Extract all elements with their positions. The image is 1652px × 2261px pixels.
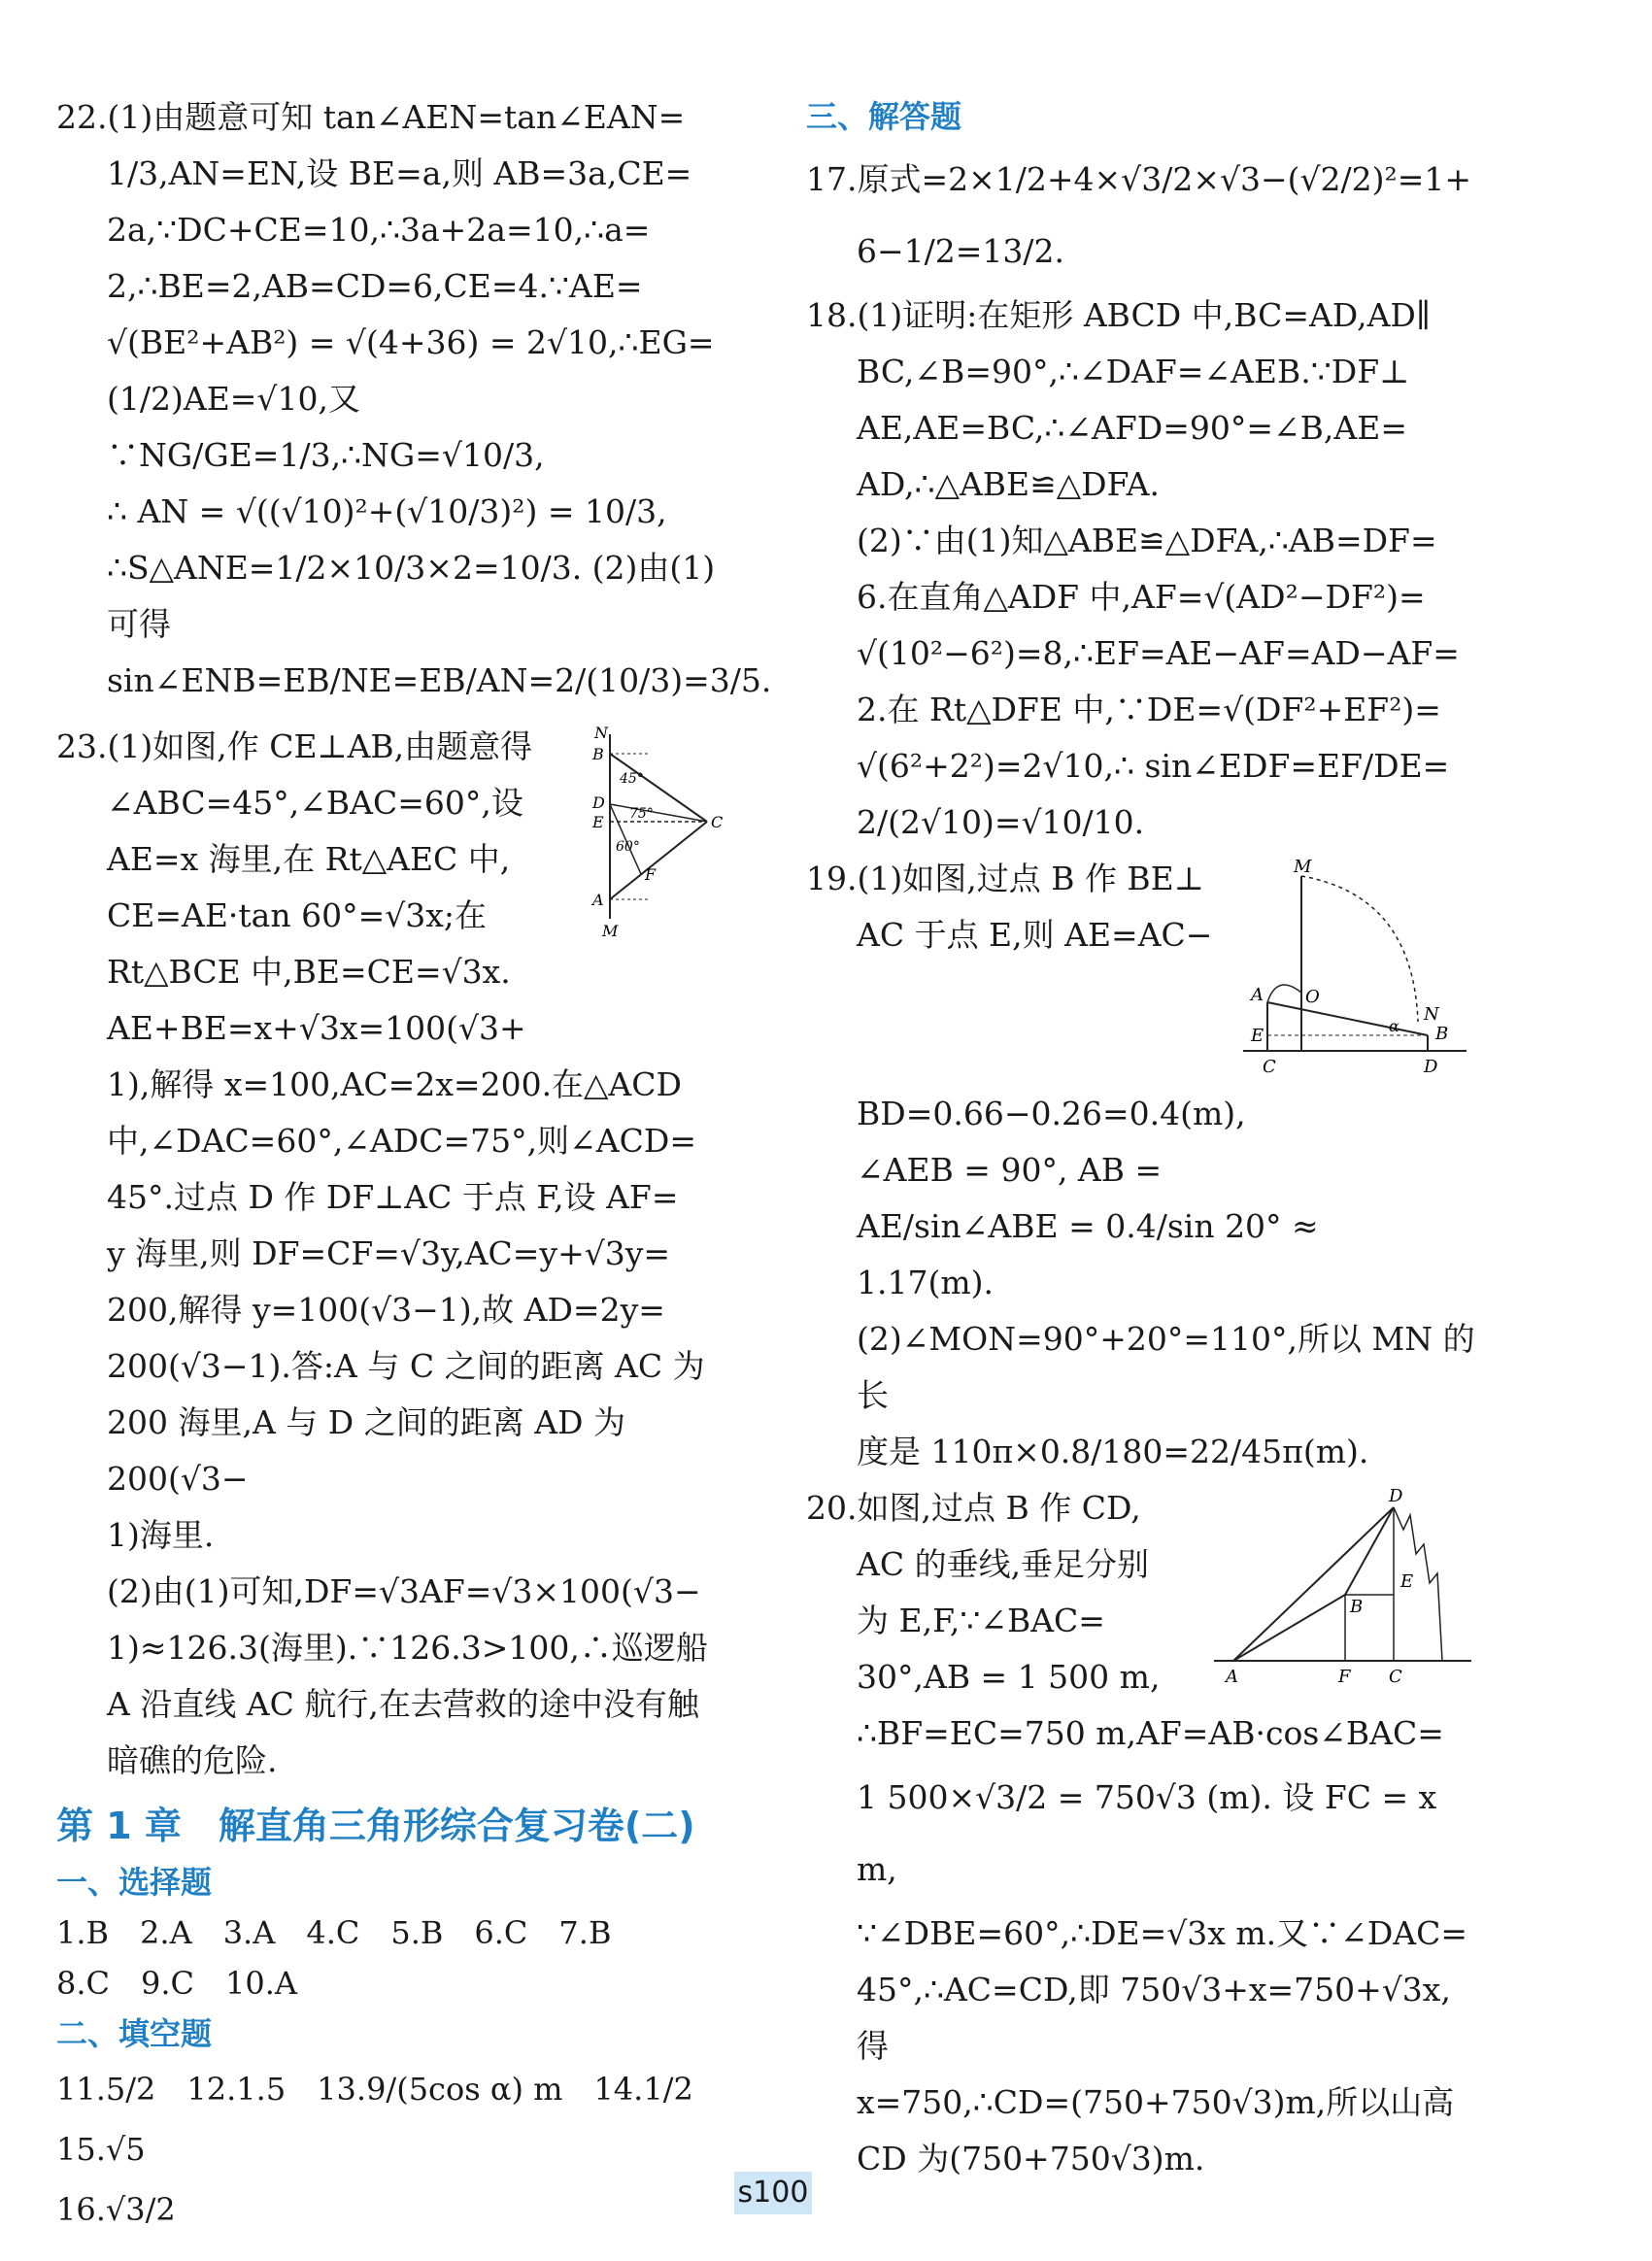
text-line: (1/2)AE=√10,又∵NG/GE=1/3,∴NG=√10/3, <box>107 380 545 474</box>
label-n: N <box>1424 1004 1439 1025</box>
text-line: 2,∴BE=2,AB=CD=6,CE=4.∵AE= <box>107 267 643 305</box>
line-ab <box>1233 1595 1345 1661</box>
figure-19 <box>1233 857 1476 1080</box>
text-line: ∠ABC=45°,∠BAC=60°,设 <box>107 784 523 822</box>
fill-answers-1: 11.5/2 12.1.5 13.9/(5cos α) m 14.1/2 15.√5 <box>56 2071 725 2168</box>
text-line: AE=x 海里,在 Rt△AEC 中, <box>107 840 511 878</box>
text-line: 2.在 Rt△DFE 中,∵DE=√(DF²+EF²)= <box>857 691 1441 728</box>
text-line: 1)≈126.3(海里).∵126.3>100,∴巡逻船 <box>107 1629 708 1667</box>
text-line: 2a,∵DC+CE=10,∴3a+2a=10,∴a= <box>107 211 651 249</box>
text-line: AE,AE=BC,∴∠AFD=90°=∠B,AE= <box>857 409 1407 447</box>
text-line: 200(√3−1).答:A 与 C 之间的距离 AC 为 <box>107 1347 705 1385</box>
label-d: D <box>592 793 605 812</box>
label-45: 45° <box>620 771 644 787</box>
text-line: y 海里,则 DF=CF=√3y,AC=y+√3y= <box>107 1234 671 1272</box>
text-line: ∴S△ANE=1/2×10/3×2=10/3. (2)由(1)可得 <box>107 549 716 643</box>
text-line: A 沿直线 AC 航行,在去营救的途中没有触 <box>107 1685 699 1723</box>
right-column <box>806 89 1476 2187</box>
left-column <box>56 89 772 2240</box>
label-m: M <box>602 922 619 940</box>
label-b: B <box>1435 1024 1449 1044</box>
solution-23 <box>56 719 726 1789</box>
label-60: 60° <box>616 839 640 855</box>
ab-line <box>1267 1002 1428 1035</box>
text-line: √(6²+2²)=2√10,∴ sin∠EDF=EF/DE= <box>857 747 1450 785</box>
text-line: x=750,∴CD=(750+750√3)m,所以山高 <box>857 2083 1455 2121</box>
label-alpha: α <box>1389 1017 1399 1035</box>
choice-answers-2: 8.C 9.C 10.A <box>56 1965 298 2002</box>
label-d: D <box>1424 1057 1438 1077</box>
chapter-title: 第 1 章 解直角三角形综合复习卷(二) <box>56 1805 695 1847</box>
figure-23 <box>581 725 726 948</box>
text-line: ∠AEB = 90°, AB = <box>857 1151 1163 1189</box>
text-line: 6.在直角△ADF 中,AF=√(AD²−DF²)= <box>857 578 1426 616</box>
label-o: O <box>1305 987 1320 1007</box>
line-dc <box>610 804 707 822</box>
text-line: AD,∴△ABE≌△DFA. <box>857 465 1160 503</box>
choice-answers-1: 1.B 2.A 3.A 4.C 5.B 6.C 7.B <box>56 1914 612 1951</box>
text-line: BC,∠B=90°,∴∠DAF=∠AEB.∵DF⊥ <box>857 353 1410 390</box>
text-line: 1),解得 x=100,AC=2x=200.在△ACD <box>107 1065 682 1103</box>
page-number: s100 <box>734 2172 812 2214</box>
text-line: 为 E,F,∵∠BAC= <box>857 1602 1105 1639</box>
text-line: (2)∠MON=90°+20°=110°,所以 MN 的长 <box>857 1320 1475 1414</box>
label-n: N <box>594 725 608 742</box>
text-line: (2)由(1)可知,DF=√3AF=√3×100(√3− <box>107 1572 701 1610</box>
label-e: E <box>1400 1571 1414 1592</box>
solution-22 <box>56 89 772 709</box>
text-line: ∴BF=EC=750 m,AF=AB·cos∠BAC= <box>857 1714 1444 1752</box>
label-a: A <box>592 891 604 909</box>
text-line: CD 为(750+750√3)m. <box>857 2140 1205 2177</box>
line-bc <box>610 754 707 822</box>
text-line: 23.(1)如图,作 CE⊥AB,由题意得 <box>56 727 533 765</box>
text-line: CE=AE·tan 60°=√3x;在 <box>107 896 487 934</box>
text-line: 1.17(m). <box>857 1264 995 1301</box>
figure-20 <box>1204 1486 1476 1690</box>
solution-18 <box>806 287 1476 851</box>
text-line: 中,∠DAC=60°,∠ADC=75°,则∠ACD= <box>107 1122 696 1160</box>
text-line: 22.(1)由题意可知 tan∠AEN=tan∠EAN= <box>56 98 686 136</box>
label-f: F <box>645 865 657 884</box>
solution-19 <box>806 851 1476 1480</box>
label-b: B <box>592 745 604 763</box>
line-ad <box>1233 1507 1394 1661</box>
text-line: 2/(2√10)=√10/10. <box>857 803 1145 841</box>
text-line: 19.(1)如图,过点 B 作 BE⊥ <box>806 860 1204 897</box>
text-line: √(BE²+AB²) = √(4+36) = 2√10,∴EG= <box>107 323 715 361</box>
text-line: AC 于点 E,则 AE=AC− <box>857 916 1213 954</box>
section-choice-heading: 一、选择题 <box>56 1864 213 1901</box>
label-e: E <box>592 813 604 831</box>
text-line: 17.原式=2×1/2+4×√3/2×√3−(√2/2)²=1+ <box>806 160 1472 198</box>
text-line: √(10²−6²)=8,∴EF=AE−AF=AD−AF= <box>857 634 1460 672</box>
label-b: B <box>1350 1597 1364 1617</box>
text-line: 18.(1)证明:在矩形 ABCD 中,BC=AD,AD∥ <box>806 296 1432 334</box>
text-line: 1)海里. <box>107 1516 215 1554</box>
text-line: 度是 110π×0.8/180=22/45π(m). <box>857 1433 1369 1470</box>
label-m: M <box>1294 857 1312 877</box>
text-line: AE+BE=x+√3x=100(√3+ <box>107 1009 526 1047</box>
text-line: ∴ AN = √((√10)²+(√10/3)²) = 10/3, <box>107 492 667 530</box>
text-line: ∵∠DBE=60°,∴DE=√3x m.又∵∠DAC= <box>857 1914 1468 1952</box>
text-line: 45°.过点 D 作 DF⊥AC 于点 F,设 AF= <box>107 1178 679 1216</box>
text-line: AE/sin∠ABE = 0.4/sin 20° ≈ <box>857 1207 1319 1245</box>
section-fill-heading: 二、填空题 <box>56 2015 213 2052</box>
text-line: 200 海里,A 与 D 之间的距离 AD 为 200(√3− <box>107 1403 625 1498</box>
text-line: 1/3,AN=EN,设 BE=a,则 AB=3a,CE= <box>107 154 692 192</box>
arc-ao <box>1267 985 1301 1002</box>
solution-20 <box>806 1480 1476 2187</box>
text-line: 暗礁的危险. <box>107 1741 278 1779</box>
text-line: sin∠ENB=EB/NE=EB/AN=2/(10/3)=3/5. <box>107 661 772 699</box>
text-line: 1 500×√3/2 = 750√3 (m). 设 FC = x m, <box>857 1778 1437 1888</box>
text-line: BD=0.66−0.26=0.4(m), <box>857 1095 1246 1132</box>
label-d: D <box>1389 1486 1403 1506</box>
label-a: A <box>1251 985 1264 1005</box>
section-solve-heading: 三、解答题 <box>806 98 962 135</box>
label-c: C <box>711 813 724 831</box>
text-line: 20.如图,过点 B 作 CD, <box>806 1489 1141 1527</box>
label-c: C <box>1263 1057 1276 1077</box>
fill-answers-2: 16.√3/2 <box>56 2191 176 2228</box>
text-line: (2)∵由(1)知△ABE≌△DFA,∴AB=DF= <box>857 522 1437 559</box>
label-e: E <box>1251 1026 1264 1046</box>
text-line: 200,解得 y=100(√3−1),故 AD=2y= <box>107 1291 665 1329</box>
label-f: F <box>1338 1667 1351 1687</box>
line-ac <box>610 822 707 899</box>
text-line: Rt△BCE 中,BE=CE=√3x. <box>107 953 511 991</box>
text-line: 45°,∴AC=CD,即 750√3+x=750+√3x,得 <box>857 1971 1451 2065</box>
text-line: AC 的垂线,垂足分别 <box>857 1545 1150 1583</box>
line-bd <box>1345 1507 1394 1595</box>
label-75: 75° <box>629 806 654 822</box>
text-line: 30°,AB = 1 500 m, <box>857 1658 1161 1696</box>
text-line: 6−1/2=13/2. <box>857 232 1065 270</box>
solution-17 <box>806 144 1476 287</box>
label-c: C <box>1389 1667 1402 1687</box>
label-a: A <box>1226 1667 1238 1687</box>
